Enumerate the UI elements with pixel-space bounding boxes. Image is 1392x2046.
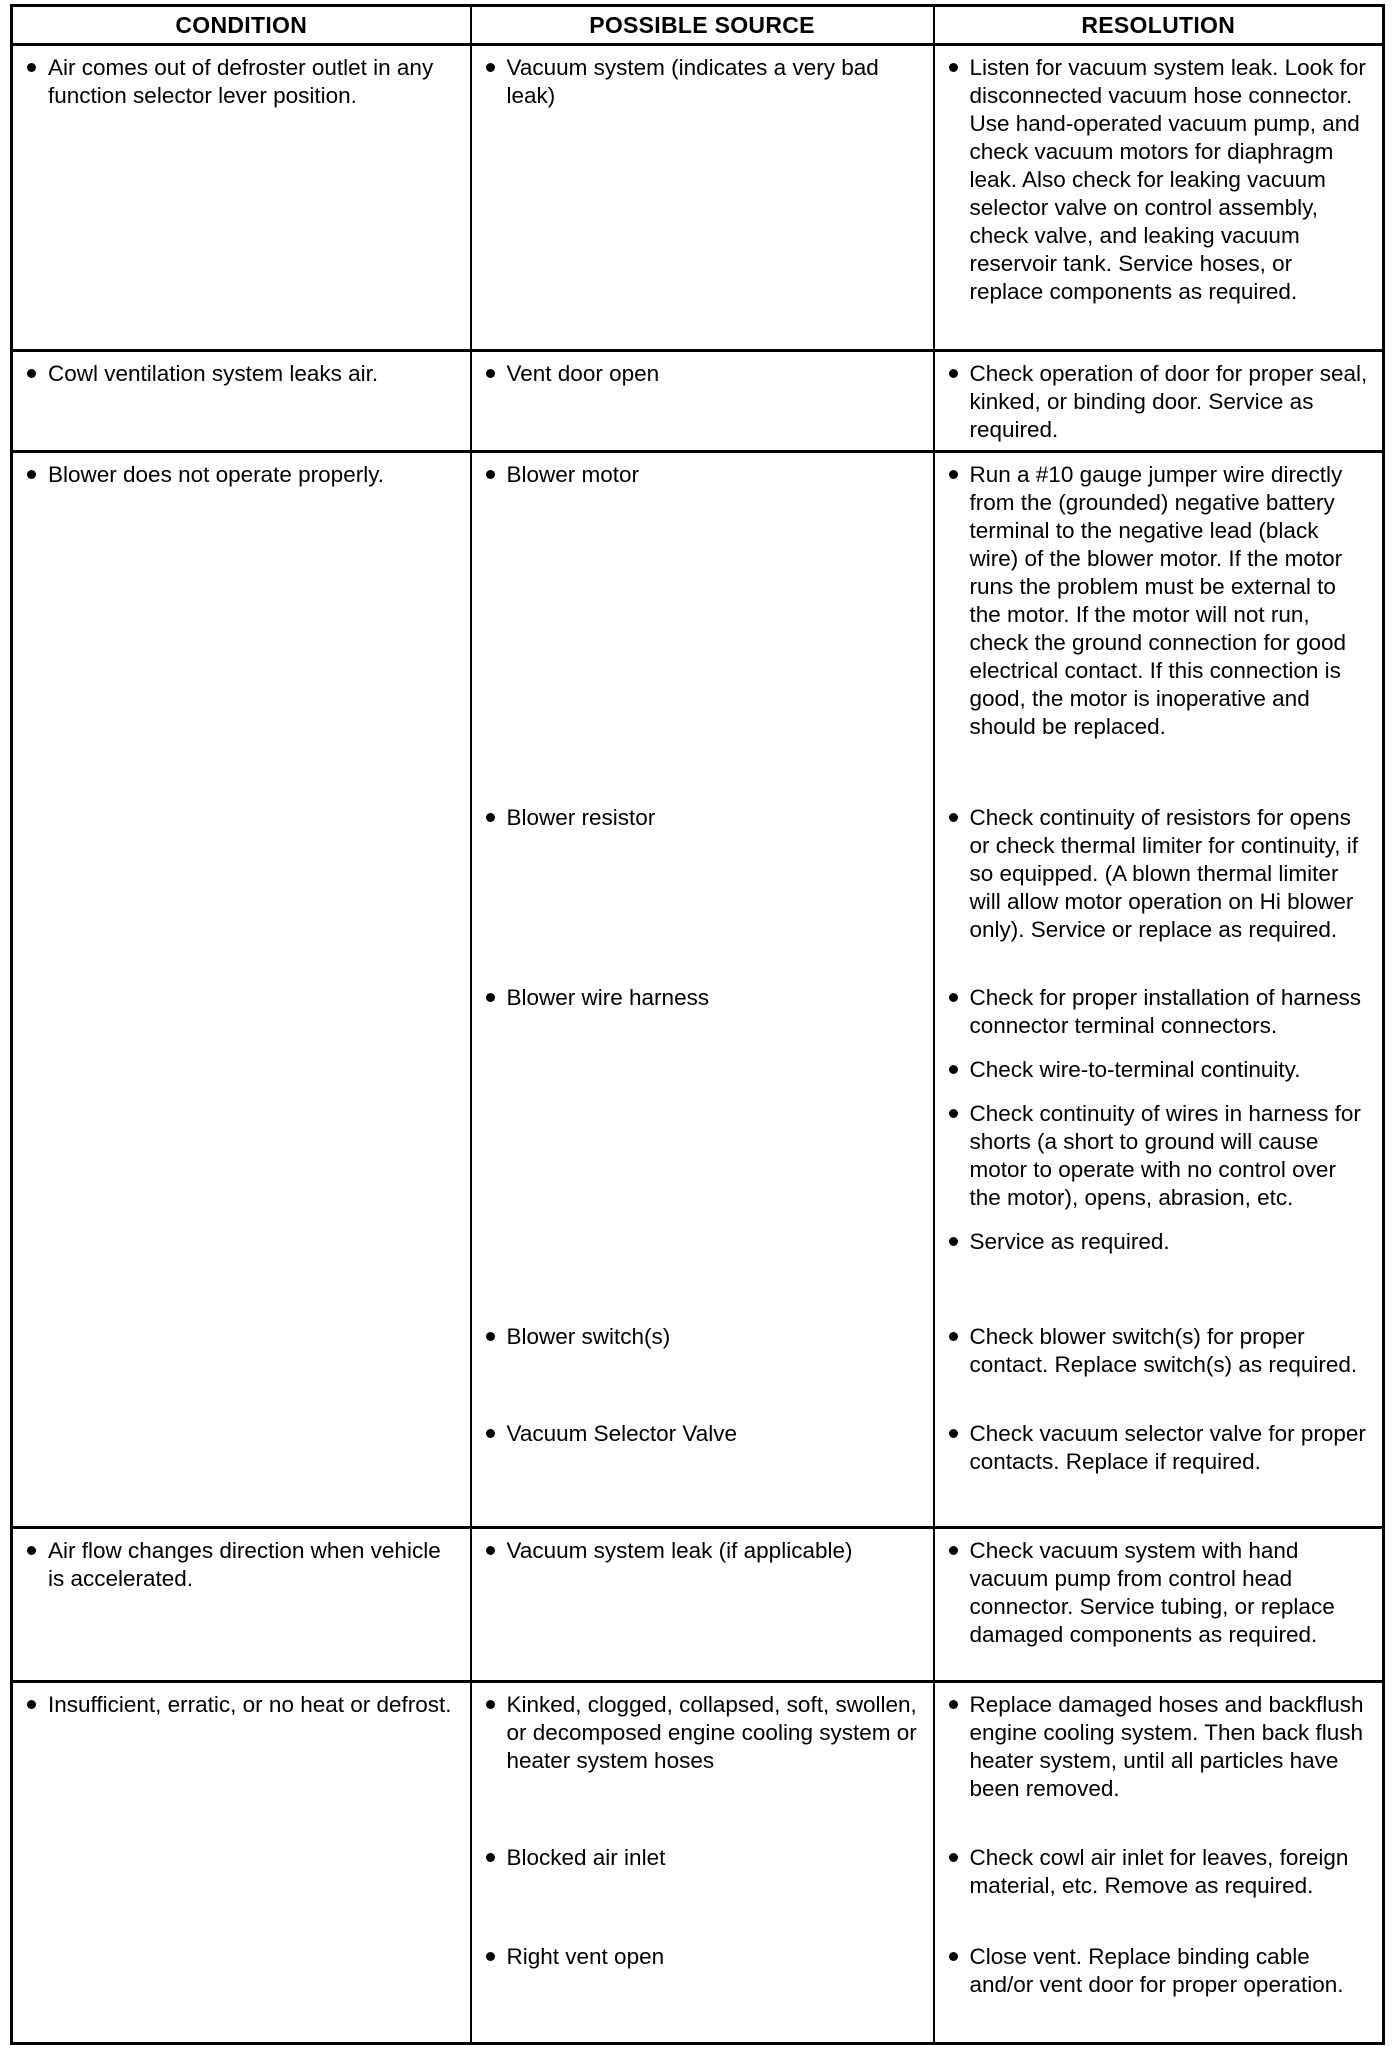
resolution-item [945, 1844, 1371, 1900]
resolution-item-text: Check vacuum system with hand vacuum pump from control head connector. Service tubing, or replace damaged components as required. [969, 1538, 1335, 1647]
bullet-icon [945, 1844, 964, 1863]
resolution-group [945, 1943, 1371, 1999]
bullet-icon [945, 1100, 964, 1119]
resolution-group [945, 54, 1371, 306]
resolution-item [945, 1943, 1371, 1999]
resolution-item [945, 461, 1371, 741]
troubleshooting-table [10, 4, 1385, 2045]
bullet-icon [945, 984, 964, 1003]
table-row [12, 45, 1384, 351]
bullet-icon [23, 54, 42, 73]
resolution-item-text: Run a #10 gauge jumper wire directly from the (grounded) negative battery terminal to the negative lead (black wire) of the blower motor. If the motor runs the problem must be external to the motor. If the motor will not run, check the ground connection for good electrical contact. If this connection is good, the motor is inoperative and should be replaced. [969, 462, 1347, 739]
resolution-cell [934, 1682, 1384, 2044]
resolution-item-text: Check for proper installation of harness connector terminal connectors. [969, 985, 1361, 1038]
resolution-item-text: Check continuity of resistors for opens or check thermal limiter for continuity, if so equipped. (A blown thermal limiter will allow motor operation on Hi blower only). Service or replace as required. [969, 805, 1358, 942]
resolution-item [945, 1100, 1371, 1212]
condition-item [23, 54, 458, 110]
source-item [482, 1943, 921, 1971]
header-row [12, 6, 1384, 45]
source-item-text: Blower motor [506, 462, 640, 487]
source-group [482, 1943, 921, 1971]
bullet-icon [23, 1537, 42, 1556]
resolution-item-text: Check vacuum selector valve for proper contacts. Replace if required. [969, 1421, 1366, 1474]
source-item [482, 54, 921, 110]
bullet-icon [945, 1323, 964, 1342]
source-group [482, 1537, 921, 1565]
resolution-group [945, 1537, 1371, 1649]
bullet-icon [23, 1691, 42, 1710]
resolution-item-text: Check blower switch(s) for proper contact. Replace switch(s) as required. [969, 1324, 1358, 1377]
source-item [482, 1323, 921, 1351]
condition-item [23, 461, 458, 489]
source-item-text: Blower wire harness [506, 985, 710, 1010]
resolution-item-text: Listen for vacuum system leak. Look for disconnected vacuum hose connector. Use hand-operated vacuum pump, and check vacuum motors for diaphragm leak. Also check for leaking vacuum selector valve on control assembly, check valve, and leaking vacuum reservoir tank. Service hoses, or replace components as required. [969, 55, 1366, 304]
source-group [482, 804, 921, 984]
resolution-item-text: Service as required. [969, 1229, 1170, 1254]
source-item [482, 1691, 921, 1775]
source-group [482, 1420, 921, 1448]
resolution-group [945, 461, 1371, 804]
source-group [482, 360, 921, 388]
resolution-item-text: Replace damaged hoses and backflush engine cooling system. Then back flush heater system, until all particles have been removed. [969, 1692, 1364, 1801]
resolution-group [945, 1323, 1371, 1420]
source-cell [471, 1682, 934, 2044]
source-item [482, 1537, 921, 1565]
resolution-item [945, 804, 1371, 944]
source-item [482, 461, 921, 489]
resolution-group [945, 360, 1371, 444]
bullet-icon [945, 1943, 964, 1962]
bullet-icon [482, 984, 501, 1003]
source-item-text: Blower resistor [506, 805, 656, 830]
condition-item-text: Cowl ventilation system leaks air. [48, 361, 379, 386]
source-item-text: Blocked air inlet [506, 1845, 666, 1870]
source-item-text: Vent door open [506, 361, 660, 386]
condition-item-text: Blower does not operate properly. [48, 462, 385, 487]
condition-item-text: Insufficient, erratic, or no heat or defrost. [48, 1692, 452, 1717]
condition-cell [12, 1682, 471, 2044]
resolution-item [945, 1056, 1371, 1084]
source-cell [471, 1528, 934, 1682]
bullet-icon [945, 54, 964, 73]
resolution-item [945, 1691, 1371, 1803]
bullet-icon [945, 1691, 964, 1710]
bullet-icon [23, 360, 42, 379]
bullet-icon [482, 54, 501, 73]
condition-cell [12, 452, 471, 1528]
bullet-icon [482, 1691, 501, 1710]
resolution-item [945, 1323, 1371, 1379]
source-item [482, 360, 921, 388]
condition-item-text: Air flow changes direction when vehicle is accelerated. [48, 1538, 441, 1591]
source-item-text: Blower switch(s) [506, 1324, 671, 1349]
source-cell [471, 351, 934, 452]
condition-cell [12, 45, 471, 351]
resolution-item-text: Check operation of door for proper seal, kinked, or binding door. Service as required. [969, 361, 1368, 442]
resolution-group [945, 804, 1371, 984]
resolution-item-text: Check continuity of wires in harness for shorts (a short to ground will cause motor to operate with no control over the motor), opens, abrasion, etc. [969, 1101, 1361, 1210]
resolution-item [945, 54, 1371, 306]
bullet-icon [482, 1537, 501, 1556]
table-row [12, 452, 1384, 1528]
resolution-cell [934, 45, 1384, 351]
bullet-icon [23, 461, 42, 480]
source-group [482, 1323, 921, 1420]
source-group [482, 1844, 921, 1943]
resolution-item-text: Check wire-to-terminal continuity. [969, 1057, 1301, 1082]
bullet-icon [482, 360, 501, 379]
source-item-text: Vacuum system leak (if applicable) [506, 1538, 853, 1563]
resolution-group [945, 1691, 1371, 1844]
source-cell [471, 45, 934, 351]
source-cell [471, 452, 934, 1528]
resolution-group [945, 1420, 1371, 1476]
table-body [12, 45, 1384, 2044]
source-item-text: Vacuum Selector Valve [506, 1421, 738, 1446]
bullet-icon [945, 461, 964, 480]
condition-item [23, 360, 458, 388]
condition-item-text: Air comes out of defroster outlet in any function selector lever position. [48, 55, 434, 108]
source-item [482, 804, 921, 832]
source-group [482, 461, 921, 804]
source-item [482, 984, 921, 1012]
source-item-text: Vacuum system (indicates a very bad leak) [506, 55, 879, 108]
bullet-icon [945, 1537, 964, 1556]
bullet-icon [482, 461, 501, 480]
condition-item [23, 1691, 458, 1719]
condition-item [23, 1537, 458, 1593]
source-group [482, 1691, 921, 1844]
resolution-item [945, 984, 1371, 1040]
header-resolution: RESOLUTION [934, 6, 1384, 45]
resolution-item [945, 1420, 1371, 1476]
bullet-icon [482, 1323, 501, 1342]
header-condition: CONDITION [12, 6, 471, 45]
bullet-icon [482, 804, 501, 823]
bullet-icon [945, 1420, 964, 1439]
resolution-item [945, 1228, 1371, 1256]
source-group [482, 54, 921, 110]
bullet-icon [482, 1420, 501, 1439]
resolution-cell [934, 1528, 1384, 1682]
bullet-icon [482, 1943, 501, 1962]
header-possible-source: POSSIBLE SOURCE [471, 6, 934, 45]
source-group [482, 984, 921, 1323]
condition-cell [12, 351, 471, 452]
table-row [12, 1682, 1384, 2044]
table-row [12, 1528, 1384, 1682]
resolution-group [945, 984, 1371, 1323]
resolution-cell [934, 452, 1384, 1528]
source-item [482, 1844, 921, 1872]
resolution-item [945, 1537, 1371, 1649]
resolution-item-text: Check cowl air inlet for leaves, foreign material, etc. Remove as required. [969, 1845, 1349, 1898]
resolution-cell [934, 351, 1384, 452]
bullet-icon [945, 1056, 964, 1075]
condition-cell [12, 1528, 471, 1682]
source-item-text: Right vent open [506, 1944, 665, 1969]
bullet-icon [482, 1844, 501, 1863]
bullet-icon [945, 804, 964, 823]
resolution-item [945, 360, 1371, 444]
resolution-item-text: Close vent. Replace binding cable and/or vent door for proper operation. [969, 1944, 1344, 1997]
table-row [12, 351, 1384, 452]
resolution-group [945, 1844, 1371, 1943]
source-item-text: Kinked, clogged, collapsed, soft, swollen, or decomposed engine cooling system or heater system hoses [506, 1692, 917, 1773]
bullet-icon [945, 1228, 964, 1247]
source-item [482, 1420, 921, 1448]
bullet-icon [945, 360, 964, 379]
